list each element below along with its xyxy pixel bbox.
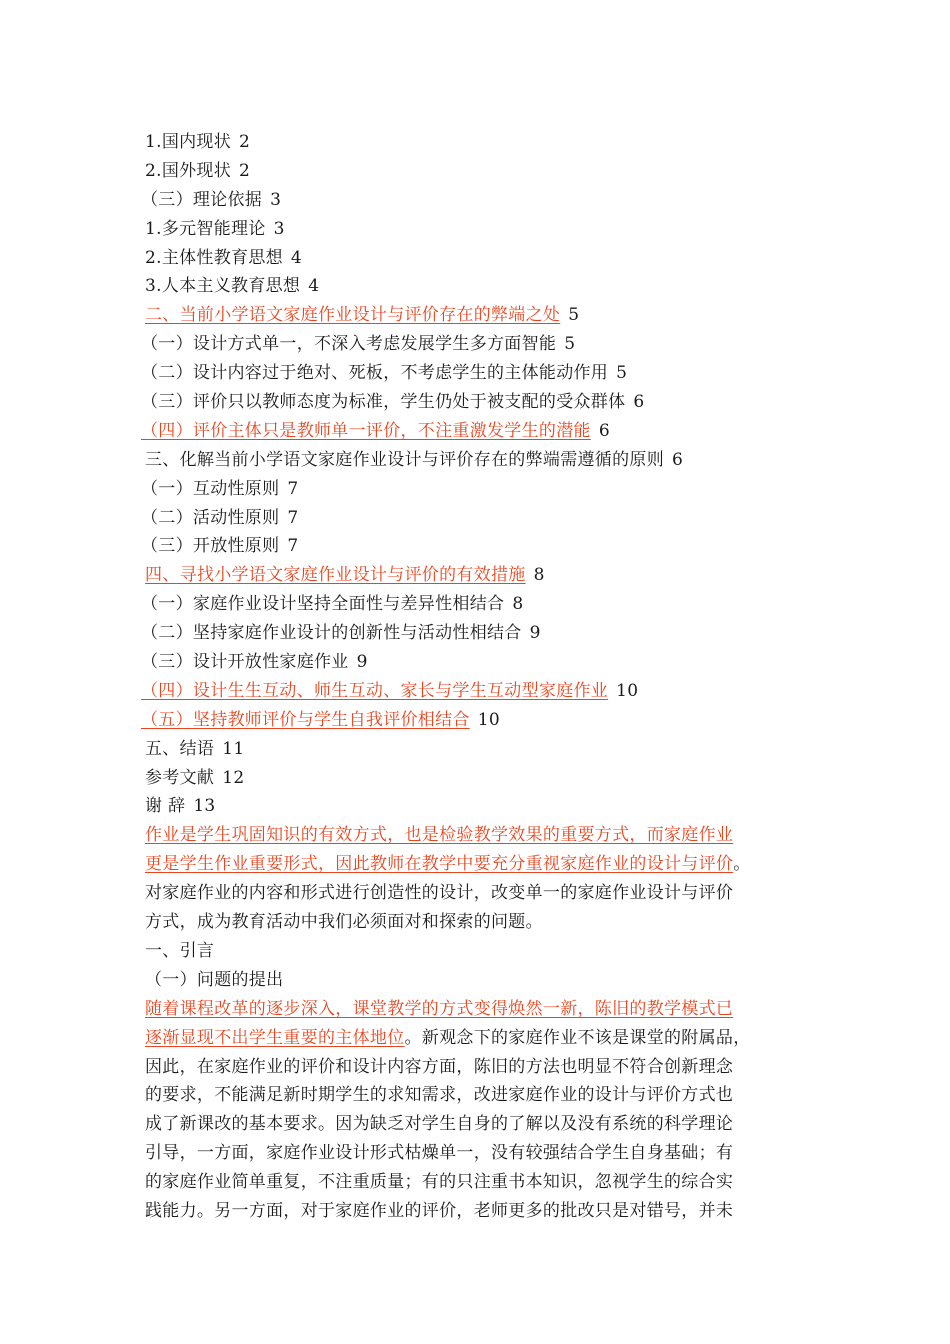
toc-entry-title: （一）家庭作业设计坚持全面性与差异性相结合 [141, 594, 505, 615]
body-line: 践能力。另一方面，对于家庭作业的评价，老师更多的批改只是对错号，并未 [145, 1200, 734, 1221]
toc-entry [141, 706, 825, 735]
toc-entry-page: 12 [222, 767, 245, 788]
toc-entry [141, 590, 825, 619]
toc-entry [141, 186, 825, 215]
toc-entry [145, 128, 825, 157]
toc-entry [141, 475, 825, 504]
highlighted-text: 作业是学生巩固知识的有效方式，也是检验教学效果的重要方式，而家庭作业 [145, 825, 734, 846]
toc-entry-title: （二）坚持家庭作业设计的创新性与活动性相结合 [141, 623, 522, 644]
body-line: 引导，一方面，家庭作业设计形式枯燥单一，没有较强结合学生自身基础；有 [145, 1143, 734, 1164]
toc-entry [145, 735, 825, 764]
toc-entry-title: 三、化解当前小学语文家庭作业设计与评价存在的弊端需遵循的原则 [145, 449, 664, 470]
toc-entry-page: 9 [529, 623, 541, 644]
body-text: 。新观念下的家庭作业不该是课堂的附属品， [404, 1027, 751, 1048]
toc-entry [145, 792, 825, 821]
toc-entry-title: （四）设计生生互动、师生互动、家长与学生互动型家庭作业 [141, 680, 609, 701]
highlighted-text: 随着课程改革的逐步深入，课堂教学的方式变得焕然一新，陈旧的教学模式已 [145, 998, 734, 1019]
toc-entry [145, 244, 825, 273]
toc-entry [145, 301, 825, 330]
toc-entry [141, 417, 825, 446]
toc-entry [145, 157, 825, 186]
toc-entry-page: 10 [477, 709, 500, 730]
highlighted-text: 更是学生作业重要形式，因此教师在教学中要充分重视家庭作业的设计与评价 [145, 854, 734, 875]
toc-entry-page: 8 [512, 594, 524, 615]
toc-entry-title: 五、结语 [145, 738, 215, 759]
body-line: 成了新课改的基本要求。因为缺乏对学生自身的了解以及没有系统的科学理论 [145, 1114, 734, 1135]
body-line-1 [145, 995, 825, 1024]
toc-entry-title: （一）互动性原则 [141, 478, 280, 499]
toc-entry-page: 2 [239, 132, 251, 152]
toc-entry [145, 215, 825, 244]
toc-entry-title: （四）评价主体只是教师单一评价，不注重激发学生的潜能 [141, 420, 591, 441]
toc-entry-page: 11 [222, 738, 245, 759]
toc-entry [145, 446, 825, 475]
toc-entry-page: 6 [672, 449, 684, 470]
toc-entry-page: 4 [308, 276, 320, 297]
toc-entry-page: 7 [287, 478, 299, 499]
toc-entry-page: 4 [290, 247, 303, 268]
toc-entry-page: 5 [564, 334, 576, 355]
toc-entry-title: 参考文献 [145, 767, 215, 788]
toc-entry-page: 5 [568, 305, 580, 326]
toc-entry-page: 3 [270, 189, 282, 210]
toc-entry-title: （三）评价只以教师态度为标准，学生仍处于被支配的受众群体 [141, 392, 626, 413]
toc-entry-title: 2.国外现状 [145, 160, 232, 181]
toc-entry [141, 532, 825, 561]
toc-entry-page: 7 [287, 536, 299, 557]
toc-entry-page: 13 [193, 796, 216, 817]
subsection-heading: （一）问题的提出 [145, 969, 284, 990]
toc-entry-title: 谢 辞 [145, 796, 186, 817]
section-heading: 一、引言 [145, 940, 215, 961]
toc-entry-title: 1.多元智能理论 [145, 218, 266, 239]
abstract-text: 。 [733, 854, 751, 875]
abstract-line-1 [145, 821, 825, 850]
body-line: 的家庭作业简单重复，不注重质量；有的只注重书本知识，忽视学生的综合实 [145, 1172, 734, 1193]
toc-entry [141, 504, 825, 533]
body-line: 的要求，不能满足新时期学生的求知需求，改进家庭作业的设计与评价方式也 [145, 1085, 734, 1106]
body-paragraph [145, 1053, 825, 1226]
toc-entry [145, 272, 825, 301]
toc-entry-page: 9 [356, 652, 368, 673]
toc-entry-title: （一）设计方式单一，不深入考虑发展学生多方面智能 [141, 334, 557, 355]
table-of-contents [141, 128, 825, 821]
toc-entry-title: （三）理论依据 [141, 189, 263, 210]
toc-entry-page: 2 [239, 160, 251, 181]
document-page [141, 128, 825, 1226]
toc-entry-title: 3.人本主义教育思想 [145, 276, 301, 297]
toc-entry [141, 388, 825, 417]
toc-entry-title: （三）开放性原则 [141, 536, 280, 557]
toc-entry [145, 561, 825, 590]
toc-entry-page: 3 [273, 218, 285, 239]
toc-entry [141, 648, 825, 677]
toc-entry-title: 二、当前小学语文家庭作业设计与评价存在的弊端之处 [145, 305, 561, 326]
toc-entry [141, 330, 825, 359]
abstract-line-4: 方式，成为教育活动中我们必须面对和探索的问题。 [145, 912, 543, 933]
toc-entry-page: 5 [616, 363, 628, 384]
toc-entry [145, 764, 825, 793]
abstract-line-3: 对家庭作业的内容和形式进行创造性的设计，改变单一的家庭作业设计与评价 [145, 883, 734, 904]
toc-entry-title: （二）设计内容过于绝对、死板，不考虑学生的主体能动作用 [141, 363, 609, 384]
toc-entry [141, 619, 825, 648]
toc-entry [141, 359, 825, 388]
toc-entry [141, 677, 825, 706]
toc-entry-page: 6 [633, 392, 645, 413]
body-line: 因此，在家庭作业的评价和设计内容方面，陈旧的方法也明显不符合创新理念 [145, 1056, 734, 1077]
toc-entry-page: 6 [598, 420, 610, 441]
toc-entry-page: 10 [616, 680, 639, 701]
body-line-2 [145, 1024, 825, 1053]
toc-entry-page: 7 [287, 507, 299, 528]
toc-entry-title: （二）活动性原则 [141, 507, 280, 528]
highlighted-text: 逐渐显现不出学生重要的主体地位 [145, 1027, 405, 1048]
toc-entry-title: （三）设计开放性家庭作业 [141, 652, 349, 673]
toc-entry-page: 8 [533, 565, 545, 586]
toc-entry-title: 1.国内现状 [145, 132, 232, 152]
abstract-line-2 [145, 850, 825, 879]
toc-entry-title: 四、寻找小学语文家庭作业设计与评价的有效措施 [145, 565, 526, 586]
toc-entry-title: 2.主体性教育思想 [145, 247, 283, 268]
toc-entry-title: （五）坚持教师评价与学生自我评价相结合 [141, 709, 470, 730]
